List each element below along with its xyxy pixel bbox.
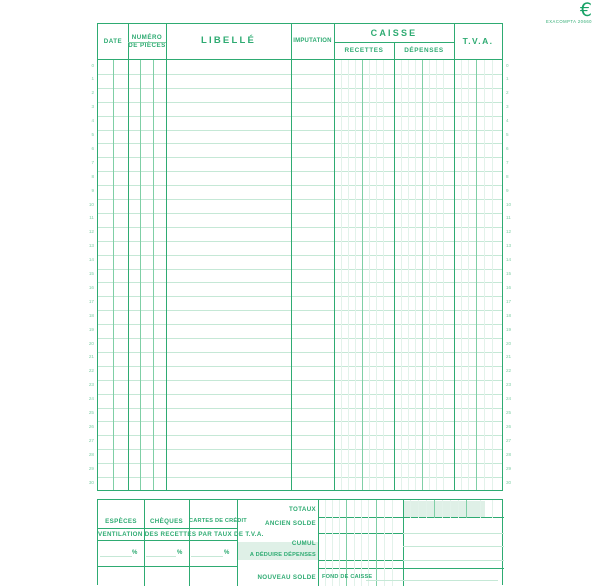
row-number-left: 28 bbox=[88, 451, 94, 457]
row-number-right: 25 bbox=[506, 410, 512, 415]
row-number-right: 23 bbox=[506, 382, 512, 388]
row-number-right: 29 bbox=[506, 465, 512, 471]
row-number-right: 26 bbox=[506, 423, 512, 429]
col-line-numero bbox=[166, 60, 167, 490]
row-number-right: 30 bbox=[506, 479, 512, 485]
sub-line-depenses-2 bbox=[408, 60, 409, 490]
row-line bbox=[98, 255, 502, 256]
row-number-right: 8 bbox=[506, 173, 509, 179]
label-cartes-de-credit: CARTES DE CRÉDIT bbox=[189, 518, 247, 524]
row-line bbox=[98, 171, 502, 172]
sum-r-sub-2 bbox=[418, 500, 419, 518]
ledger-table bbox=[97, 23, 503, 491]
row-line bbox=[98, 282, 502, 283]
row-line bbox=[98, 449, 502, 450]
row-number-left: 27 bbox=[88, 437, 94, 443]
row-number-left: 25 bbox=[88, 410, 94, 415]
row-line bbox=[98, 213, 502, 214]
row-line bbox=[98, 477, 502, 478]
header-caisse-split bbox=[334, 42, 454, 43]
percent-rule-3 bbox=[191, 556, 223, 557]
row-line bbox=[98, 185, 502, 186]
sub-line-tva-2 bbox=[468, 60, 469, 490]
sum-r-sub-6 bbox=[450, 500, 451, 518]
row-line bbox=[98, 296, 502, 297]
row-number-left: 0 bbox=[91, 62, 94, 68]
panel-divider-money bbox=[318, 500, 319, 586]
label-totaux: TOTAUX bbox=[289, 506, 316, 513]
row-line bbox=[98, 310, 502, 311]
label-ventilation: VENTILATION DES RECETTES PAR TAUX DE T.V.A. bbox=[98, 531, 264, 538]
row-number-left: 23 bbox=[88, 382, 94, 388]
ventilation-bottom-rule bbox=[98, 566, 237, 567]
sum-sub-8 bbox=[376, 500, 377, 586]
row-number-right: 28 bbox=[506, 451, 512, 457]
row-number-right: 22 bbox=[506, 368, 512, 374]
percent-rule-1 bbox=[100, 556, 132, 557]
ventilation-rule bbox=[98, 540, 237, 541]
row-number-right: 5 bbox=[506, 132, 509, 137]
row-line bbox=[98, 88, 502, 89]
percent-cell-2: % bbox=[177, 550, 183, 556]
row-number-left: 26 bbox=[88, 423, 94, 429]
row-line bbox=[98, 408, 502, 409]
sum-r-sub-3 bbox=[426, 500, 427, 518]
label-ancien-solde: ANCIEN SOLDE bbox=[265, 520, 316, 527]
row-line bbox=[98, 380, 502, 381]
sum-sub-9 bbox=[384, 500, 385, 586]
row-number-right: 20 bbox=[506, 340, 512, 346]
especes-divider bbox=[144, 500, 145, 586]
row-number-right: 0 bbox=[506, 62, 509, 68]
col-line-date bbox=[128, 60, 129, 490]
sub-line-depenses-1 bbox=[401, 60, 402, 490]
row-number-left: 14 bbox=[88, 257, 94, 263]
row-number-right: 7 bbox=[506, 159, 509, 165]
sub-line-recettes-3 bbox=[355, 60, 356, 490]
row-number-left: 24 bbox=[88, 396, 94, 402]
label-fond-de-caisse: FOND DE CAISSE bbox=[322, 574, 373, 580]
sum-r-sub-5 bbox=[442, 500, 443, 518]
right-rule-3 bbox=[403, 560, 504, 561]
row-line bbox=[98, 366, 502, 367]
row-number-left: 5 bbox=[91, 132, 94, 137]
row-number-right: 14 bbox=[506, 257, 512, 263]
sub-line-recettes-1 bbox=[341, 60, 342, 490]
row-line bbox=[98, 352, 502, 353]
row-number-left: 10 bbox=[88, 201, 94, 207]
row-number-left: 2 bbox=[91, 90, 94, 96]
row-number-right: 3 bbox=[506, 104, 509, 110]
row-line bbox=[98, 116, 502, 117]
column-header-date: DATE bbox=[103, 37, 123, 45]
sub-line-tva-1 bbox=[461, 60, 462, 490]
row-number-left: 1 bbox=[91, 76, 94, 82]
panel-divider-right bbox=[403, 500, 404, 586]
row-line bbox=[98, 241, 502, 242]
cheques-divider bbox=[189, 500, 190, 586]
row-number-left: 9 bbox=[91, 187, 94, 193]
row-number-left: 22 bbox=[88, 368, 94, 374]
row-number-right: 6 bbox=[506, 145, 509, 151]
sub-line-recettes-2 bbox=[348, 60, 349, 490]
row-number-left: 8 bbox=[91, 173, 94, 179]
percent-rule-2 bbox=[146, 556, 176, 557]
col-line-recettes bbox=[394, 60, 395, 490]
column-header-caisse: CAISSE bbox=[370, 27, 418, 38]
sum-r-sub-8 bbox=[466, 500, 467, 518]
row-number-left: 12 bbox=[88, 229, 94, 235]
row-line bbox=[98, 269, 502, 270]
row-number-left: 18 bbox=[88, 312, 94, 318]
row-number-left: 15 bbox=[88, 271, 94, 276]
row-line bbox=[98, 130, 502, 131]
row-number-left: 17 bbox=[88, 298, 94, 304]
row-line bbox=[98, 421, 502, 422]
header-divider-6 bbox=[454, 24, 455, 60]
sub-line-numero-1 bbox=[140, 60, 141, 490]
header-divider-5 bbox=[394, 42, 395, 60]
row-number-right: 21 bbox=[506, 354, 512, 360]
sub-line-numero-2 bbox=[153, 60, 154, 490]
col-line-depenses bbox=[454, 60, 455, 490]
row-number-right: 2 bbox=[506, 90, 509, 96]
table-body bbox=[98, 60, 502, 490]
sum-r-sub-1 bbox=[410, 500, 411, 518]
row-number-right: 19 bbox=[506, 326, 512, 332]
label-a-deduire-depenses: A DÉDUIRE DÉPENSES bbox=[249, 552, 316, 558]
row-line bbox=[98, 324, 502, 325]
header-divider-2 bbox=[166, 24, 167, 60]
row-number-left: 7 bbox=[91, 159, 94, 165]
totaux-shade bbox=[403, 501, 485, 518]
sub-line-date-1 bbox=[113, 60, 114, 490]
sum-r-sub-4 bbox=[434, 500, 435, 518]
col-line-libelle bbox=[291, 60, 292, 490]
row-number-right: 10 bbox=[506, 201, 512, 207]
row-number-left: 13 bbox=[88, 243, 94, 249]
row-number-left: 6 bbox=[91, 145, 94, 151]
euro-currency-icon: € bbox=[579, 0, 592, 21]
row-number-left: 16 bbox=[88, 284, 94, 290]
sub-line-recettes-5 bbox=[369, 60, 370, 490]
sub-line-recettes-7 bbox=[383, 60, 384, 490]
sum-r-sub-7 bbox=[458, 500, 459, 518]
row-number-right: 12 bbox=[506, 229, 512, 235]
brand-name: EXACOMPTA 20660 bbox=[545, 19, 592, 24]
header-numero-split bbox=[128, 42, 166, 43]
sub-line-depenses-4 bbox=[422, 60, 423, 490]
sub-line-tva-4 bbox=[484, 60, 485, 490]
row-number-right: 18 bbox=[506, 312, 512, 318]
label-cumul: CUMUL bbox=[291, 540, 316, 547]
row-line bbox=[98, 394, 502, 395]
column-header-recettes: RECETTES bbox=[344, 47, 384, 55]
sum-r-sub-10 bbox=[492, 500, 493, 518]
sub-line-tva-3 bbox=[476, 60, 477, 490]
row-number-left: 4 bbox=[91, 118, 94, 124]
sum-sub-10 bbox=[392, 500, 393, 586]
label-especes: ESPÈCES bbox=[105, 518, 137, 525]
row-number-right: 13 bbox=[506, 243, 512, 249]
row-line bbox=[98, 157, 502, 158]
row-number-right: 15 bbox=[506, 271, 512, 276]
row-line bbox=[98, 143, 502, 144]
sub-line-depenses-6 bbox=[436, 60, 437, 490]
row-number-right: 1 bbox=[506, 76, 509, 82]
row-number-left: 11 bbox=[89, 215, 94, 221]
percent-cell-1: % bbox=[132, 550, 138, 556]
column-header-numero-de-pieces: NUMÉRO DE PIÈCES bbox=[128, 34, 166, 49]
column-header-libelle: LIBELLÉ bbox=[201, 35, 256, 47]
row-number-right: 11 bbox=[506, 215, 511, 221]
label-nouveau-solde: NOUVEAU SOLDE bbox=[257, 574, 316, 581]
row-number-right: 9 bbox=[506, 187, 509, 193]
row-number-right: 27 bbox=[506, 437, 512, 443]
right-rule-2 bbox=[403, 546, 504, 547]
column-header-tva: T.V.A. bbox=[462, 35, 494, 46]
row-number-left: 20 bbox=[88, 340, 94, 346]
label-cheques: CHÈQUES bbox=[149, 518, 184, 525]
row-number-left: 3 bbox=[91, 104, 94, 110]
row-number-left: 21 bbox=[88, 354, 94, 360]
row-number-right: 4 bbox=[506, 118, 509, 124]
row-line bbox=[98, 74, 502, 75]
row-number-right: 16 bbox=[506, 284, 512, 290]
percent-cell-3: % bbox=[224, 550, 230, 556]
sub-line-recettes-6 bbox=[376, 60, 377, 490]
sub-line-depenses-3 bbox=[415, 60, 416, 490]
row-line bbox=[98, 227, 502, 228]
table-header bbox=[98, 24, 502, 60]
sub-line-depenses-7 bbox=[443, 60, 444, 490]
row-line bbox=[98, 435, 502, 436]
row-number-left: 19 bbox=[88, 326, 94, 332]
row-line bbox=[98, 338, 502, 339]
sub-line-recettes-4 bbox=[362, 60, 363, 490]
payment-header-rule bbox=[98, 528, 237, 529]
column-header-imputation: IMPUTATION bbox=[293, 38, 332, 45]
sum-r-sub-9 bbox=[480, 500, 481, 518]
header-divider-3 bbox=[291, 24, 292, 60]
row-line bbox=[98, 463, 502, 464]
sub-line-tva-5 bbox=[492, 60, 493, 490]
column-header-depenses: DÉPENSES bbox=[404, 47, 444, 55]
col-line-imputation bbox=[334, 60, 335, 490]
row-number-right: 17 bbox=[506, 298, 512, 304]
row-line bbox=[98, 102, 502, 103]
brand-block bbox=[462, 1, 592, 25]
summary-panel bbox=[97, 499, 503, 585]
right-rule-1 bbox=[403, 533, 504, 534]
row-line bbox=[98, 199, 502, 200]
row-number-left: 30 bbox=[88, 479, 94, 485]
fond-de-caisse-rule bbox=[366, 580, 498, 581]
sub-line-depenses-5 bbox=[429, 60, 430, 490]
row-number-right: 24 bbox=[506, 396, 512, 402]
row-number-left: 29 bbox=[88, 465, 94, 471]
